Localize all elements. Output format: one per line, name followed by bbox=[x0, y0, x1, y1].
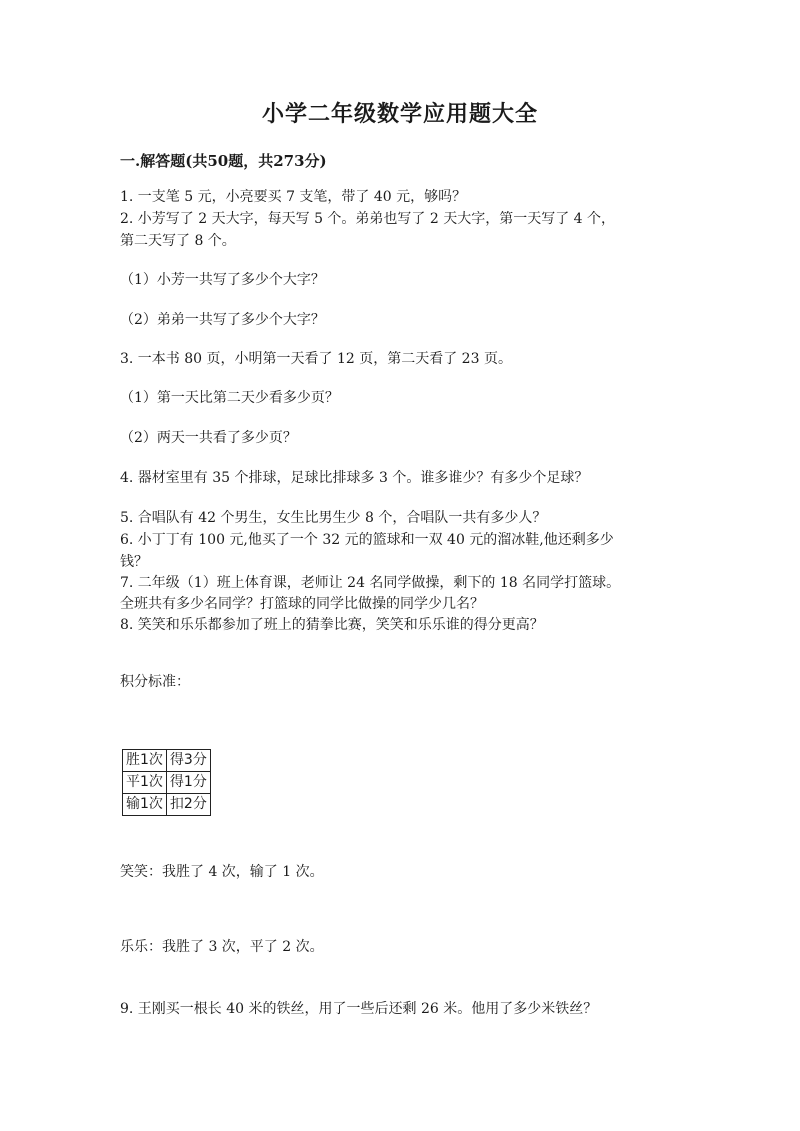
page-title: 小学二年级数学应用题大全 bbox=[261, 101, 538, 127]
table-cell: 输1次 bbox=[123, 794, 167, 816]
table-cell: 胜1次 bbox=[123, 750, 167, 772]
question-5: 5. 合唱队有 42 个男生，女生比男生少 8 个，合唱队一共有多少人？ bbox=[120, 510, 547, 526]
question-3-part-2: （2）两天一共看了多少页？ bbox=[120, 430, 297, 446]
question-3-part-1: （1）第一天比第二天少看多少页？ bbox=[120, 390, 339, 406]
table-row bbox=[123, 794, 211, 816]
table-cell: 得1分 bbox=[166, 772, 210, 794]
question-2-part-1: （1）小芳一共写了多少个大字？ bbox=[120, 272, 325, 288]
question-6: 6. 小丁丁有 100 元,他买了一个 32 元的篮球和一双 40 元的溜冰鞋,他还剩多少 bbox=[120, 532, 614, 548]
question-2-part-2: （2）弟弟一共写了多少个大字？ bbox=[120, 312, 325, 328]
question-7: 7. 二年级（1）班上体育课，老师让 24 名同学做操，剩下的 18 名同学打篮球。 bbox=[120, 575, 621, 591]
question-7-continued: 全班共有多少名同学？打篮球的同学比做操的同学少几名？ bbox=[120, 596, 484, 612]
scoring-table bbox=[122, 749, 211, 816]
question-2: 2. 小芳写了 2 天大字，每天写 5 个。弟弟也写了 2 天大字，第一天写了 4 个， bbox=[120, 211, 616, 227]
table-row bbox=[123, 750, 211, 772]
question-8: 8. 笑笑和乐乐都参加了班上的猜拳比赛，笑笑和乐乐谁的得分更高？ bbox=[120, 617, 544, 633]
question-6-continued: 钱？ bbox=[120, 554, 148, 570]
question-3: 3. 一本书 80 页，小明第一天看了 12 页，第二天看了 23 页。 bbox=[120, 351, 512, 367]
xiaoxiao-statement: 笑笑：我胜了 4 次，输了 1 次。 bbox=[120, 864, 324, 880]
scoring-label: 积分标准： bbox=[120, 674, 190, 690]
lele-statement: 乐乐：我胜了 3 次，平了 2 次。 bbox=[120, 939, 324, 955]
question-4: 4. 器材室里有 35 个排球，足球比排球多 3 个。谁多谁少？有多少个足球？ bbox=[120, 470, 589, 486]
table-row bbox=[123, 772, 211, 794]
section-heading: 一.解答题(共50题，共273分) bbox=[120, 152, 327, 170]
question-2-continued: 第二天写了 8 个。 bbox=[120, 233, 236, 249]
table-cell: 扣2分 bbox=[166, 794, 210, 816]
table-cell: 得3分 bbox=[166, 750, 210, 772]
question-1: 1. 一支笔 5 元，小亮要买 7 支笔，带了 40 元，够吗？ bbox=[120, 189, 467, 205]
table-cell: 平1次 bbox=[123, 772, 167, 794]
question-9: 9. 王刚买一根长 40 米的铁丝，用了一些后还剩 26 米。他用了多少米铁丝？ bbox=[120, 1001, 598, 1017]
